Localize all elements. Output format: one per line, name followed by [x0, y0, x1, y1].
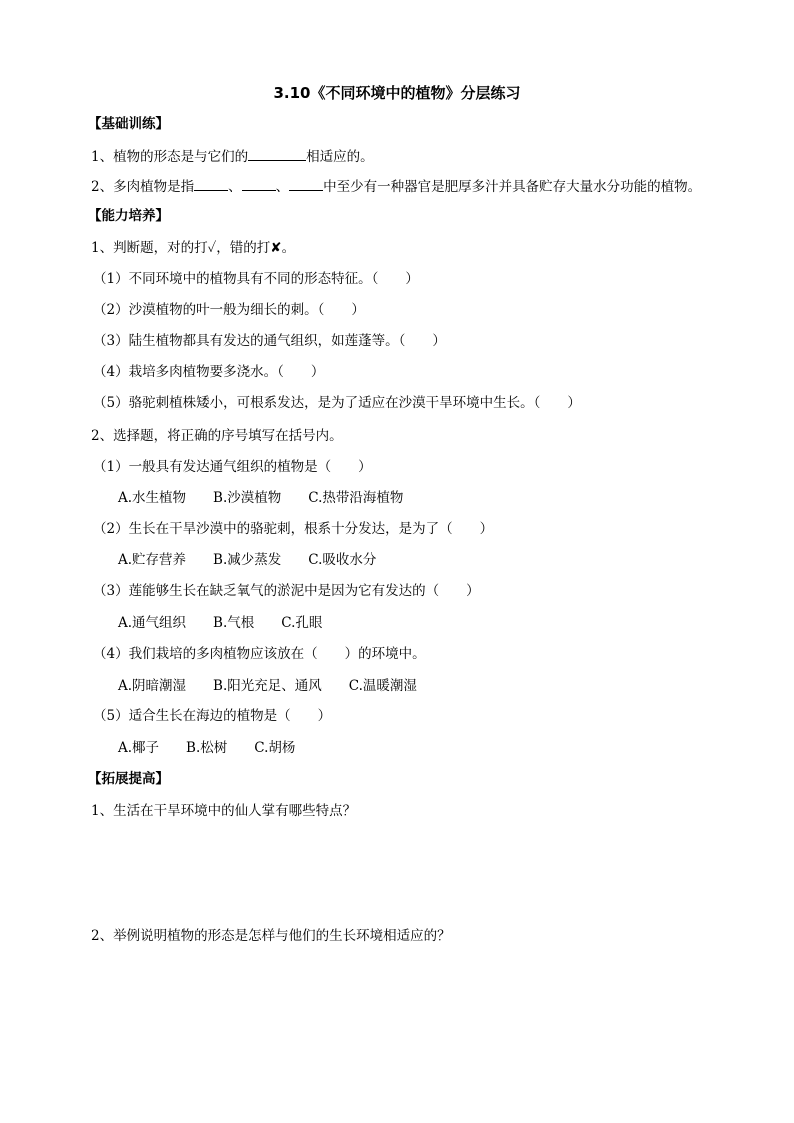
choice-question-3: （3）莲能够生长在缺乏氧气的淤泥中是因为它有发达的（ ） — [93, 583, 480, 599]
choice-question-4: （4）我们栽培的多肉植物应该放在（ ）的环境中。 — [93, 646, 426, 662]
section-heading-basic: 【基础训练】 — [88, 116, 169, 132]
page-title: 3.10《不同环境中的植物》分层练习 — [273, 84, 521, 102]
question-text: 2、多肉植物是指 — [91, 179, 195, 195]
section-heading-ability: 【能力培养】 — [88, 208, 169, 224]
separator: 、 — [275, 179, 290, 195]
judge-item-1: （1）不同环境中的植物具有不同的形态特征。（ ） — [93, 271, 419, 287]
judge-item-2: （2）沙漠植物的叶一般为细长的刺。（ ） — [93, 302, 365, 318]
judge-item-3: （3）陆生植物都具有发达的通气组织，如莲蓬等。（ ） — [93, 333, 446, 349]
separator: 、 — [228, 179, 242, 195]
answer-blank[interactable] — [289, 176, 323, 191]
choice-options-1: A.水生植物 B.沙漠植物 C.热带沿海植物 — [118, 490, 404, 506]
question-fill-2 — [91, 176, 701, 196]
extension-question-1: 1、生活在干旱环境中的仙人掌有哪些特点？ — [91, 803, 357, 819]
answer-blank[interactable] — [248, 146, 306, 161]
choice-options-2: A.贮存营养 B.减少蒸发 C.吸收水分 — [118, 552, 377, 568]
judge-item-5: （5）骆驼刺植株矮小，可根系发达，是为了适应在沙漠干旱环境中生长。（ ） — [93, 395, 581, 411]
judge-item-4: （4）栽培多肉植物要多浇水。（ ） — [93, 364, 325, 380]
answer-blank[interactable] — [194, 176, 228, 191]
question-text: 1、植物的形态是与它们的 — [91, 149, 249, 165]
choice-question-2: （2）生长在干旱沙漠中的骆驼刺，根系十分发达，是为了（ ） — [93, 521, 494, 537]
section-heading-extension: 【拓展提高】 — [88, 771, 169, 787]
judge-prompt: 1、判断题，对的打✓，错的打✘。 — [91, 240, 296, 256]
extension-question-2: 2、举例说明植物的形态是怎样与他们的生长环境相适应的？ — [91, 928, 451, 944]
choice-options-5: A.椰子 B.松树 C.胡杨 — [118, 740, 296, 756]
choice-question-1: （1）一般具有发达通气组织的植物是（ ） — [93, 459, 372, 475]
question-text: 中至少有一种器官是肥厚多汁并具备贮存大量水分功能的植物。 — [323, 179, 702, 195]
choice-options-3: A.通气组织 B.气根 C.孔眼 — [118, 615, 323, 631]
choice-prompt: 2、选择题，将正确的序号填写在括号内。 — [91, 428, 343, 444]
question-fill-1 — [91, 146, 374, 166]
choice-question-5: （5）适合生长在海边的植物是（ ） — [93, 708, 332, 724]
choice-options-4: A.阴暗潮湿 B.阳光充足、通风 C.温暖潮湿 — [118, 678, 417, 694]
answer-blank[interactable] — [242, 176, 276, 191]
question-text: 相适应的。 — [306, 149, 374, 165]
